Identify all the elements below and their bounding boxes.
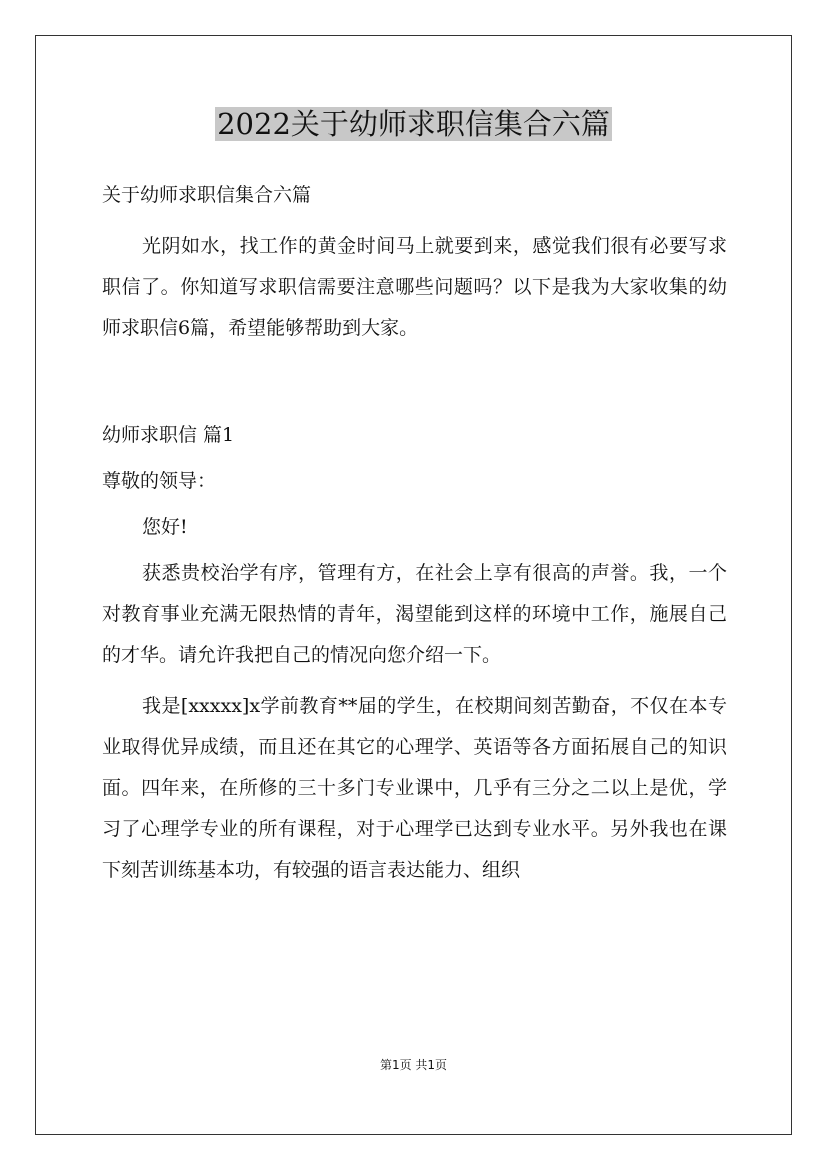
document-title	[0, 100, 827, 148]
document-title-text: 2022关于幼师求职信集合六篇	[217, 107, 610, 141]
document-body	[102, 175, 727, 891]
body-paragraph-2: 我是[xxxxx]x学前教育**届的学生，在校期间刻苦勤奋，不仅在本专业取得优异成绩，而且还在其它的心理学、英语等各方面拓展自己的知识面。四年来，在所修的三十多门专业课中，几乎有三分之二以上是优，学习了心理学专业的所有课程，对于心理学已达到专业水平。另外我也在课下刻苦训练基本功，有较强的语言表达能力、组织	[102, 695, 727, 881]
intro-paragraph: 光阴如水，找工作的黄金时间马上就要到来，感觉我们很有必要写求职信了。你知道写求职信需要注意哪些问题吗？以下是我为大家收集的幼师求职信6篇，希望能够帮助到大家。	[102, 235, 727, 339]
document-subtitle: 关于幼师求职信集合六篇	[102, 184, 312, 206]
section-gap	[102, 349, 727, 415]
section-heading: 幼师求职信 篇1	[102, 424, 235, 446]
greeting: 您好!	[142, 516, 188, 538]
salutation: 尊敬的领导：	[102, 470, 217, 492]
body-paragraph-1: 获悉贵校治学有序，管理有方，在社会上享有很高的声誉。我，一个对教育事业充满无限热情的青年，渴望能到这样的环境中工作，施展自己的才华。请允许我把自己的情况向您介绍一下。	[102, 562, 727, 666]
page-footer: 第1页 共1页	[379, 1058, 448, 1072]
